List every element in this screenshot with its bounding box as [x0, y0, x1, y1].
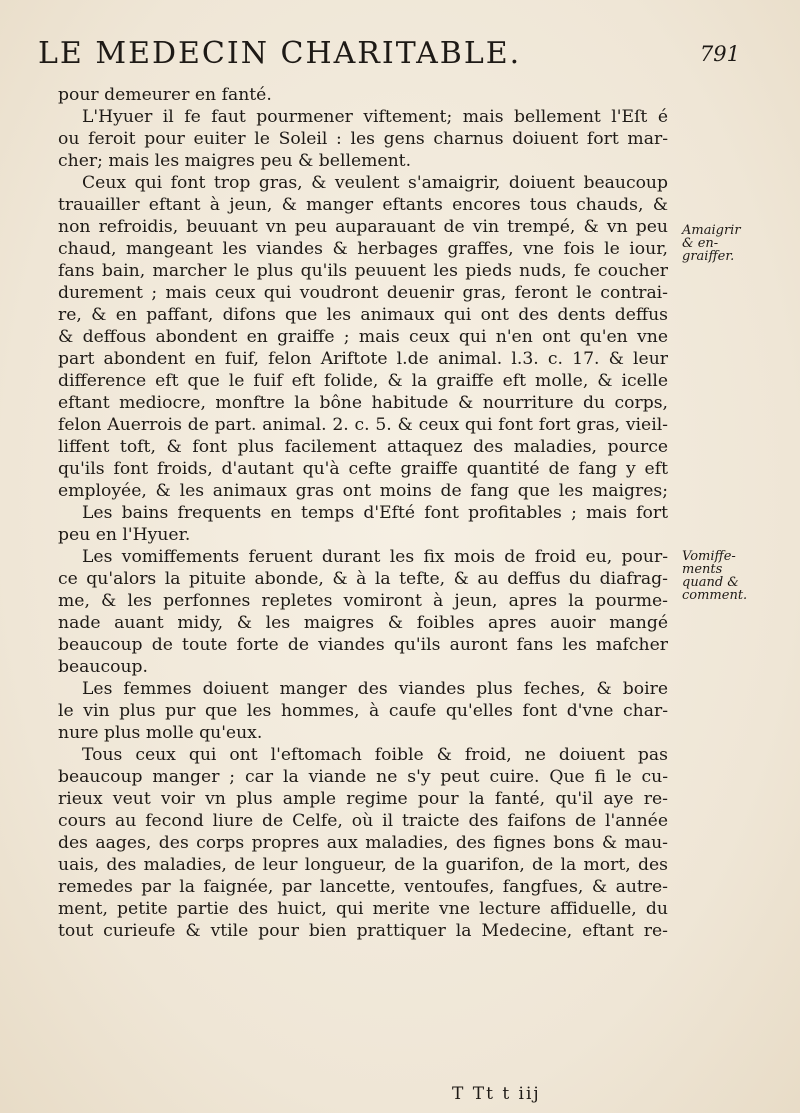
margin-note-line: quand & [682, 575, 739, 590]
text-line: difference eft que le fuif eft folide, & la graiffe eft molle, & icelle [58, 371, 668, 391]
text-line: Les vomiffements feruent durant les fix mois de froid eu, pour- [82, 547, 668, 567]
page-number: 791 [699, 42, 740, 66]
text-line: Les femmes doiuent manger des viandes plus feches, & boire [82, 679, 668, 699]
text-line: uais, des maladies, de leur longueur, de la guarifon, de la mort, des [58, 855, 668, 875]
running-title: LE MEDECIN CHARITABLE. [38, 36, 522, 71]
text-line: non refroidis, beuuant vn peu auparauant de vin trempé, & vn peu [58, 217, 668, 237]
text-line: Ceux qui font trop gras, & veulent s'amaigrir, doiuent beaucoup [82, 173, 668, 193]
margin-note-amaigrir [682, 224, 772, 263]
text-line: liffent toft, & font plus facilement attaquez des maladies, pource [58, 437, 668, 457]
text-line: ce qu'alors la pituite abonde, & à la tefte, & au deffus du diafrag- [58, 569, 668, 589]
text-line: Les bains frequents en temps d'Efté font profitables ; mais fort [82, 503, 668, 523]
text-line: eftant mediocre, monftre la bône habitude & nourriture du corps, [58, 393, 668, 413]
margin-note-vomiffements [682, 550, 772, 602]
text-line: L'Hyuer il fe faut pourmener viftement; mais bellement l'Eſt é [82, 107, 668, 127]
text-line: rieux veut voir vn plus ample regime pour la fanté, qu'il aye re- [58, 789, 668, 809]
text-line: re, & en paffant, difons que les animaux qui ont des dents deffus [58, 305, 668, 325]
text-line: ment, petite partie des huict, qui merite vne lecture affiduelle, du [58, 899, 668, 919]
text-line: fans bain, marcher le plus qu'ils peuuent les pieds nuds, fe coucher [58, 261, 668, 281]
text-line: remedes par la faignée, par lancette, ventoufes, fangfues, & autre- [58, 877, 668, 897]
margin-note-line: & en- [682, 236, 719, 251]
text-line: durement ; mais ceux qui voudront deuenir gras, feront le contrai- [58, 283, 668, 303]
body-text [58, 84, 668, 942]
text-line: beaucoup manger ; car la viande ne s'y peut cuire. Que fi le cu- [58, 767, 668, 787]
margin-note-line: ments [682, 562, 723, 577]
text-line: me, & les perfonnes repletes vomiront à jeun, apres la pourme- [58, 591, 668, 611]
text-line: & deffous abondent en graiffe ; mais ceux qui n'en ont qu'en vne [58, 327, 668, 347]
text-line: ou feroit pour euiter le Soleil : les gens charnus doiuent fort mar- [58, 129, 668, 149]
text-line: part abondent en fuif, felon Ariftote l.de animal. l.3. c. 17. & leur [58, 349, 668, 369]
signature-mark: T Tt t iij [452, 1084, 541, 1104]
text-line: nade auant midy, & les maigres & foibles apres auoir mangé [58, 613, 668, 633]
text-line: peu en l'Hyuer. [58, 525, 191, 545]
text-line: pour demeurer en fanté. [58, 85, 272, 105]
text-line: tout curieufe & vtile pour bien prattiquer la Medecine, eftant re- [58, 921, 668, 941]
text-line: beaucoup de toute forte de viandes qu'ils auront fans les mafcher [58, 635, 668, 655]
text-line: qu'ils font froids, d'autant qu'à cefte graiffe quantité de fang y eft [58, 459, 668, 479]
text-line: nure plus molle qu'eux. [58, 723, 263, 743]
margin-note-line: comment. [682, 588, 748, 603]
text-line: trauailler eftant à jeun, & manger eftants encores tous chauds, & [58, 195, 668, 215]
text-line: cours au fecond liure de Celfe, où il traicte des faifons de l'année [58, 811, 668, 831]
text-line: le vin plus pur que les hommes, à caufe qu'elles font d'vne char- [58, 701, 668, 721]
page-header [30, 36, 770, 74]
text-line: des aages, des corps propres aux maladies, des fignes bons & mau- [58, 833, 668, 853]
margin-note-line: Vomiffe- [682, 549, 736, 564]
margin-note-line: graiffer. [682, 249, 735, 264]
text-line: employée, & les animaux gras ont moins de fang que les maigres; [58, 481, 668, 501]
text-line: cher; mais les maigres peu & bellement. [58, 151, 412, 171]
text-line: beaucoup. [58, 657, 148, 677]
text-line: felon Auerrois de part. animal. 2. c. 5. & ceux qui font fort gras, vieil- [58, 415, 668, 435]
margin-note-line: Amaigrir [682, 223, 741, 238]
text-line: chaud, mangeant les viandes & herbages graffes, vne fois le iour, [58, 239, 668, 259]
text-line: Tous ceux qui ont l'eftomach foible & froid, ne doiuent pas [82, 745, 668, 765]
